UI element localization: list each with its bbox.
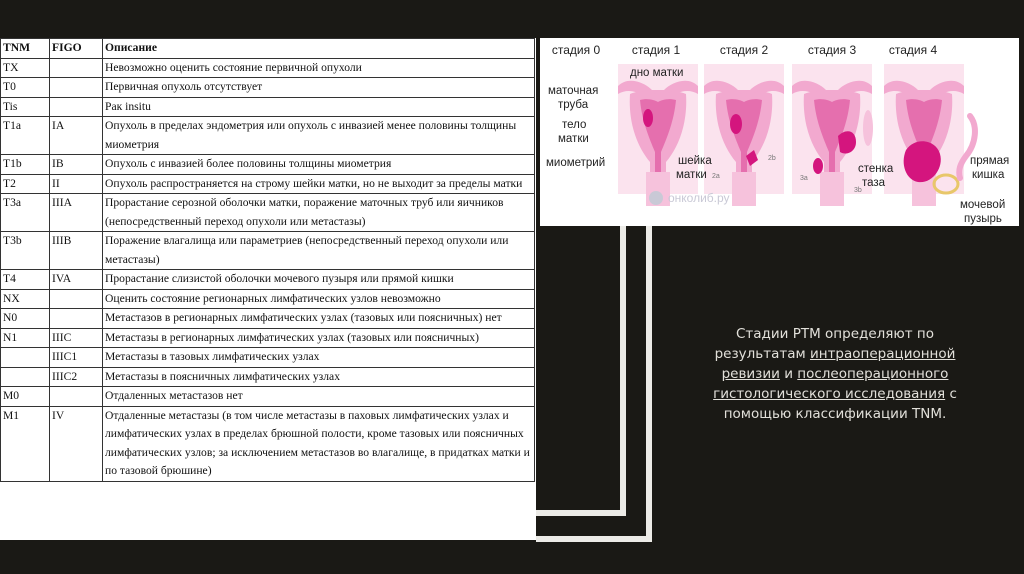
connector-gap xyxy=(536,516,646,536)
description-cell: Оценить состояние регионарных лимфатических узлов невозможно xyxy=(103,289,535,309)
figo-cell xyxy=(50,58,103,78)
connector-gap xyxy=(626,226,646,516)
figo-cell: IV xyxy=(50,406,103,481)
description-cell: Прорастание слизистой оболочки мочевого пузыря или прямой кишки xyxy=(103,270,535,290)
table-row xyxy=(1,406,535,481)
tnm-figo-table xyxy=(0,38,535,482)
figo-cell xyxy=(50,309,103,329)
description-cell: Опухоль в пределах эндометрия или опухоль с инвазией менее половины толщины миометрия xyxy=(103,117,535,155)
description-cell: Метастазов в регионарных лимфатических узлах (тазовых или поясничных) нет xyxy=(103,309,535,329)
description-cell: Метастазы в поясничных лимфатических узлах xyxy=(103,367,535,387)
table-row xyxy=(1,232,535,270)
figo-cell: II xyxy=(50,174,103,194)
label-tube: труба xyxy=(558,99,589,111)
tumor-stage-1 xyxy=(643,109,653,127)
table-row xyxy=(1,348,535,368)
tnm-cell: T0 xyxy=(1,78,50,98)
tnm-cell: T4 xyxy=(1,270,50,290)
note-text: с помощью классификации TNM. xyxy=(723,386,957,422)
table-row xyxy=(1,174,535,194)
tumor-stage-2 xyxy=(730,114,742,134)
tnm-cell: T1b xyxy=(1,155,50,175)
table-row xyxy=(1,367,535,387)
uterus-stage-3 xyxy=(792,64,872,206)
figo-cell: IIIC2 xyxy=(50,367,103,387)
description-cell: Опухоль распространяется на строму шейки матки, но не выходит за пределы матки xyxy=(103,174,535,194)
uterine-cancer-stages-illustration xyxy=(540,38,1019,226)
table-row xyxy=(1,309,535,329)
description-cell: Невозможно оценить состояние первичной опухоли xyxy=(103,58,535,78)
note-text: Стадии РТМ определяют по результатам xyxy=(714,326,935,362)
link-histological-examination[interactable]: послеоперационного гистологического исследования xyxy=(713,366,949,402)
tnm-cell: T1a xyxy=(1,117,50,155)
figo-cell: IIIB xyxy=(50,232,103,270)
uterus-stage-2 xyxy=(704,64,784,206)
watermark: онколиб.ру xyxy=(668,191,730,205)
substage-label: 3a xyxy=(800,175,808,182)
tnm-cell xyxy=(1,348,50,368)
label-pelvic-wall: стенка xyxy=(858,163,894,175)
tnm-cell: N0 xyxy=(1,309,50,329)
label-body: тело xyxy=(562,119,587,131)
label-bladder: мочевой xyxy=(960,199,1006,211)
figo-cell xyxy=(50,387,103,407)
tnm-cell: T3a xyxy=(1,194,50,232)
substage-label: 2a xyxy=(712,173,720,180)
figo-cell: IIIA xyxy=(50,194,103,232)
tumor-stage-3a xyxy=(813,158,823,174)
tnm-cell: Tis xyxy=(1,97,50,117)
figo-cell xyxy=(50,289,103,309)
label-fundus: дно матки xyxy=(630,67,684,79)
substage-label: 2b xyxy=(768,155,776,162)
substage-label: 3b xyxy=(854,187,862,194)
table-row xyxy=(1,194,535,232)
table-row xyxy=(1,97,535,117)
table-row xyxy=(1,289,535,309)
table-row xyxy=(1,387,535,407)
table-row xyxy=(1,58,535,78)
header-tnm: TNM xyxy=(1,39,50,59)
watermark-logo-icon xyxy=(649,191,663,205)
description-cell: Опухоль с инвазией более половины толщины миометрия xyxy=(103,155,535,175)
uterus-stage-4 xyxy=(884,64,964,206)
note-text: и xyxy=(779,366,798,382)
stage-4-label: стадия 4 xyxy=(888,43,938,57)
table-row xyxy=(1,155,535,175)
figo-cell: IIIC xyxy=(50,328,103,348)
link-intraoperative-revision[interactable]: интраоперационной ревизии xyxy=(721,346,956,382)
figo-cell: IVA xyxy=(50,270,103,290)
staging-note xyxy=(690,324,980,424)
label-pelvic-wall: таза xyxy=(862,177,886,189)
label-rectum: кишка xyxy=(972,169,1005,181)
label-cervix: матки xyxy=(676,169,707,181)
tnm-cell: NX xyxy=(1,289,50,309)
description-cell: Первичная опухоль отсутствует xyxy=(103,78,535,98)
figo-cell xyxy=(50,78,103,98)
description-cell: Метастазы в тазовых лимфатических узлах xyxy=(103,348,535,368)
tnm-cell: T3b xyxy=(1,232,50,270)
tnm-cell: N1 xyxy=(1,328,50,348)
stage-3-label: стадия 3 xyxy=(807,43,857,57)
label-bladder: пузырь xyxy=(964,213,1002,225)
figo-cell xyxy=(50,97,103,117)
description-cell: Прорастание серозной оболочки матки, поражение маточных труб или яичников (непосредственный переход опухоли или метастазы) xyxy=(103,194,535,232)
description-cell: Отдаленные метастазы (в том числе метастазы в паховых лимфатических узлах и лимфатических узлах в пределах брюшной полости, кроме тазовых или поясничных лимфатических узлов; за исключением метастазов во влагалище, в придатках матки и по тазовой брюшине) xyxy=(103,406,535,481)
stage-1-label: стадия 1 xyxy=(631,43,681,57)
header-description: Описание xyxy=(103,39,535,59)
figo-cell: IIIC1 xyxy=(50,348,103,368)
tnm-cell: M0 xyxy=(1,387,50,407)
label-cervix: шейка xyxy=(678,155,712,167)
label-myometrium: миометрий xyxy=(546,157,606,169)
description-cell: Отдаленных метастазов нет xyxy=(103,387,535,407)
tnm-cell: M1 xyxy=(1,406,50,481)
description-cell: Метастазы в регионарных лимфатических узлах (тазовых или поясничных) xyxy=(103,328,535,348)
figo-cell: IB xyxy=(50,155,103,175)
tnm-cell: TX xyxy=(1,58,50,78)
table-row xyxy=(1,328,535,348)
stage-0-label: стадия 0 xyxy=(551,43,601,57)
label-rectum: прямая xyxy=(970,155,1010,167)
header-figo: FIGO xyxy=(50,39,103,59)
table-row xyxy=(1,117,535,155)
table-header-row xyxy=(1,39,535,59)
tnm-cell xyxy=(1,367,50,387)
tnm-cell: T2 xyxy=(1,174,50,194)
pelvic-wall-shape xyxy=(863,110,873,146)
figo-cell: IA xyxy=(50,117,103,155)
description-cell: Поражение влагалища или параметриев (непосредственный переход опухоли или метастазы) xyxy=(103,232,535,270)
table-row xyxy=(1,78,535,98)
label-tube: маточная xyxy=(548,85,599,97)
stage-2-label: стадия 2 xyxy=(719,43,769,57)
label-body: матки xyxy=(558,133,589,145)
description-cell: Рак insitu xyxy=(103,97,535,117)
table-row xyxy=(1,270,535,290)
uterus-stage-1 xyxy=(618,64,698,206)
tnm-figo-table-panel xyxy=(0,38,536,540)
